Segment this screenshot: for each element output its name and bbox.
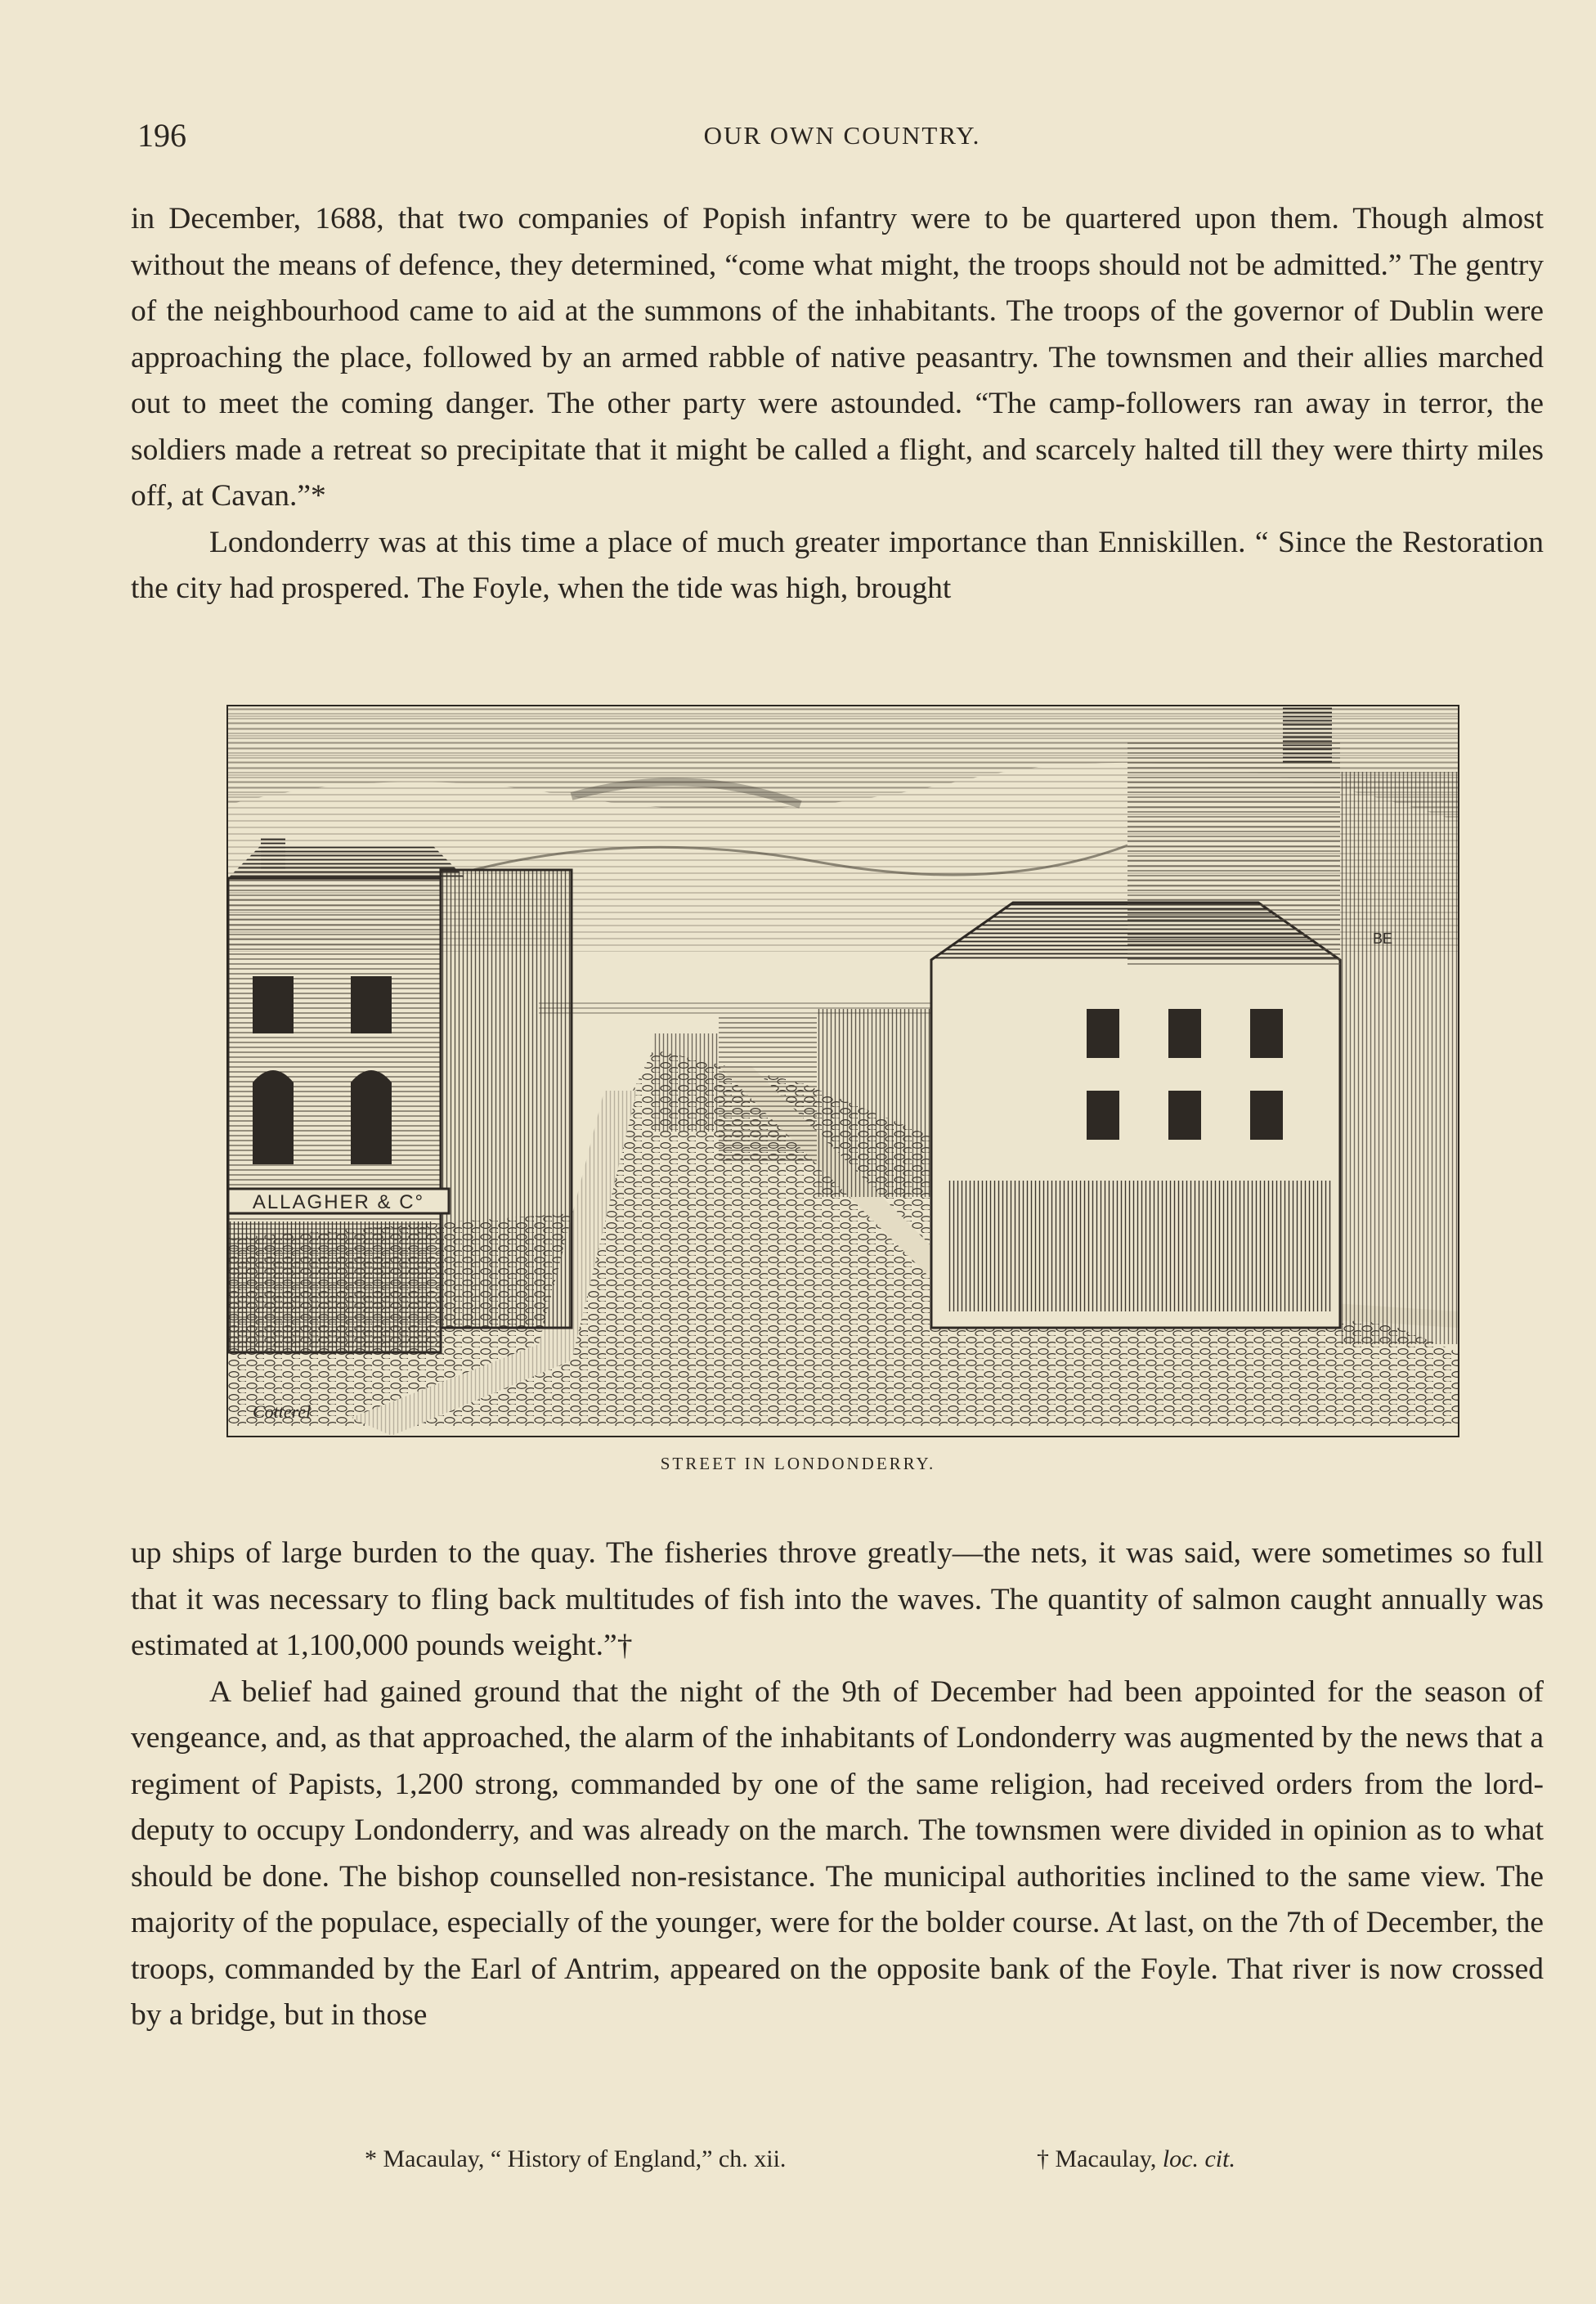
paragraph: in December, 1688, that two companies of Popish infantry were to be quartered upon them. Though almost without the means of defence, they determined, “come what might, the troops should not be admitted.” The gentry of the neighbourhood came to aid at the summons of the inhabitants. The troops of the governor of Dublin were approaching the place, followed by an armed rabble of native peasantry. The townsmen and their allies marched out to meet the coming danger. The other party were astounded. “The camp-followers ran away in terror, the soldiers made a retreat so precipitate that it might be called a flight, and scarcely halted till they were thirty miles off, at Cavan.”*	[131, 202, 1544, 513]
figure-caption: STREET IN LONDONDERRY.	[660, 1454, 936, 1473]
paragraph: Londonderry was at this time a place of much greater importance than Enniskillen. “ Since the Restoration the city had prospered. The Foyle, when the tide was high, brought	[131, 525, 1544, 605]
left-corner-building	[228, 837, 572, 1352]
page-header	[131, 116, 1553, 157]
artist-signature: Cotterel	[253, 1401, 312, 1422]
top-text-block	[131, 196, 1544, 612]
footnote-dagger	[1037, 2145, 1235, 2173]
footnote-dagger-ref: loc. cit.	[1162, 2145, 1235, 2172]
paragraph: A belief had gained ground that the night of the 9th of December had been appointed for the season of vengeance, and, as that approached, the alarm of the inhabitants of Londonderry was augmented by the news that a regiment of Papists, 1,200 strong, commanded by one of the same religion, had received orders from the lord-deputy to occupy Londonderry, and was already on the march. The townsmen were divided in opinion as to what should be done. The bishop counselled non-resistance. The municipal authorities inclined to the same view. The majority of the populace, especially of the younger, were for the bolder course. At last, on the 7th of December, the troops, commanded by the Earl of Antrim, appeared on the opposite bank of the Foyle. That river is now crossed by a bridge, but in those	[131, 1674, 1544, 2032]
street-illustration	[226, 705, 1459, 1437]
shop-sign: ALLAGHER & C°	[252, 1191, 425, 1213]
running-head: OUR OWN COUNTRY.	[703, 121, 981, 150]
footnote-dagger-author: † Macaulay,	[1037, 2145, 1157, 2172]
footnote-star: * Macaulay, “ History of England,” ch. xii.	[365, 2145, 787, 2172]
bottom-text-block	[131, 1531, 1544, 2039]
sign-fragment: BE	[1373, 930, 1393, 947]
paragraph: up ships of large burden to the quay. The fisheries throve greatly—the nets, it was said, were sometimes so full that it was necessary to fling back multitudes of fish into the waves. The quantity of salmon caught annually was estimated at 1,100,000 pounds weight.”†	[131, 1536, 1544, 1662]
page-number: 196	[137, 117, 186, 154]
